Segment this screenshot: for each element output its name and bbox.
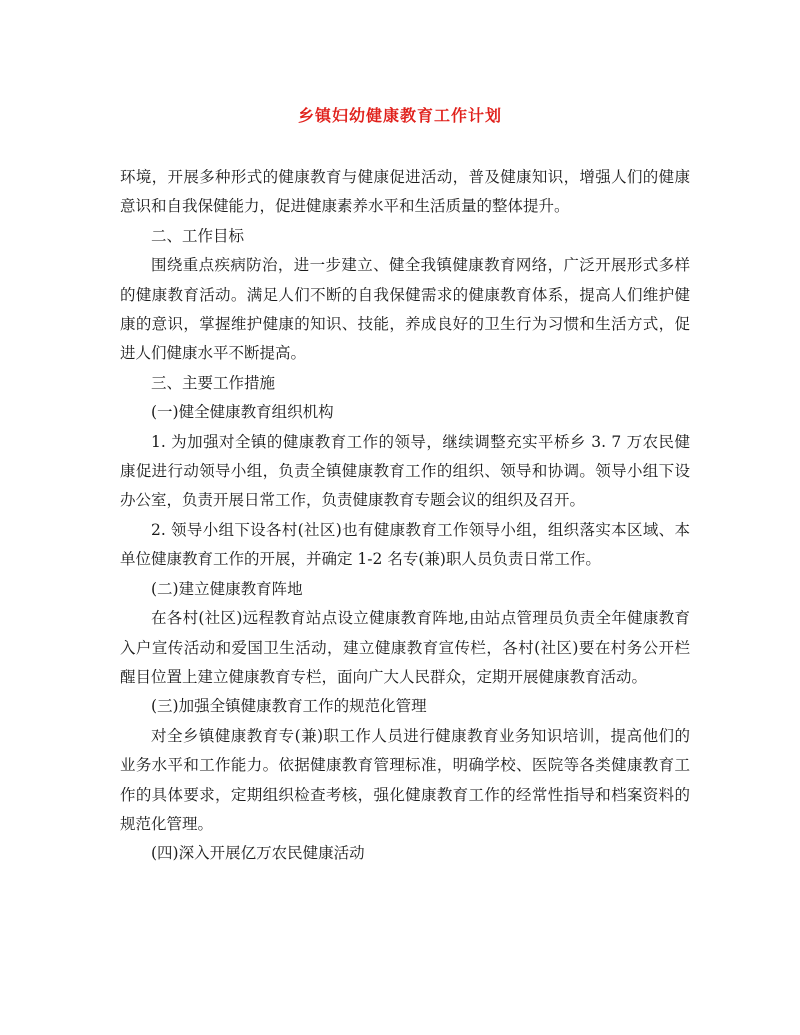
text-line: 样的健康教育活动。满足人们不断的自我保健需求的健康教育体系，提高人们维 <box>120 256 690 304</box>
paragraph <box>120 369 690 398</box>
paragraph <box>120 722 690 840</box>
document-title: 乡镇妇幼健康教育工作计划 <box>297 106 502 125</box>
text-line: 育入户宣传活动和爱国卫生活动，建立健康教育宣传栏，各村(社区)要在村务公 <box>120 609 690 657</box>
text-line: (一)健全健康教育组织机构 <box>151 403 334 422</box>
document-body <box>120 163 690 869</box>
text-line: 育工作的具体要求，定期组织检查考核，强化健康教育工作的经常性指导和档案 <box>120 756 690 804</box>
text-line: (四)深入开展亿万农民健康活动 <box>151 844 365 863</box>
text-line: 在各村(社区)远程教育站点设立健康教育阵地,由站点管理员负责全年健康教 <box>151 609 675 628</box>
text-line: (三)加强全镇健康教育工作的规范化管理 <box>151 697 427 716</box>
paragraph <box>120 692 690 721</box>
text-line: 围绕重点疾病防治，进一步建立、健全我镇健康教育网络，广泛开展形式多 <box>151 256 675 275</box>
text-line: 三、主要工作措施 <box>151 373 276 392</box>
text-line: 2. 领导小组下设各村(社区)也有健康教育工作领导小组，组织落实本区域、 <box>151 520 675 539</box>
text-line: 环境，开展多种形式的健康教育与健康促进活动，普及健康知识，增强人们的健 <box>120 168 675 186</box>
paragraph <box>120 575 690 604</box>
paragraph <box>120 222 690 251</box>
text-line: 。 <box>631 667 648 686</box>
text-line: 对全乡镇健康教育专(兼)职工作人员进行健康教育业务知识培训，提高他们 <box>151 726 675 745</box>
paragraph <box>120 516 690 575</box>
text-line: 护健康的意识，掌握维护健康的知识、技能，养成良好的卫生行为习惯和生活方 <box>120 285 690 334</box>
paragraph <box>120 163 690 222</box>
text-line: 康意识和自我保健能力，促进健康素养水平和生活质量的整体提升。 <box>120 168 690 216</box>
text-line: 康促进行动领导小组，负责全镇健康教育工作的组织、领导和协调。领导小组下 <box>120 462 675 481</box>
text-line: 的业务水平和工作能力。依据健康教育管理标准，明确学校、医院等各类健康教 <box>120 726 690 775</box>
text-line: 设办公室，负责开展日常工作，负责健康教育专题会议的组织及召开。 <box>120 462 690 510</box>
text-line: 式，促进人们健康水平不断提高。 <box>120 315 690 363</box>
paragraph <box>120 398 690 427</box>
text-line: 开栏醒目位置上建立健康教育专栏，面向广大人民群众，定期开展健康教育活动 <box>120 638 690 686</box>
text-line: 本单位健康教育工作的开展，并确定 1-2 名专(兼)职人员负责日常工作。 <box>120 520 690 569</box>
text-line: 资料的规范化管理。 <box>120 785 690 833</box>
paragraph <box>120 839 690 868</box>
paragraph <box>120 428 690 516</box>
text-line: 1. 为加强对全镇的健康教育工作的领导，继续调整充实平桥乡 3. 7 万农民健 <box>151 432 690 451</box>
paragraph <box>120 604 690 692</box>
text-line: 二、工作目标 <box>151 226 245 245</box>
paragraph <box>120 251 690 369</box>
text-line: (二)建立健康教育阵地 <box>151 579 303 598</box>
